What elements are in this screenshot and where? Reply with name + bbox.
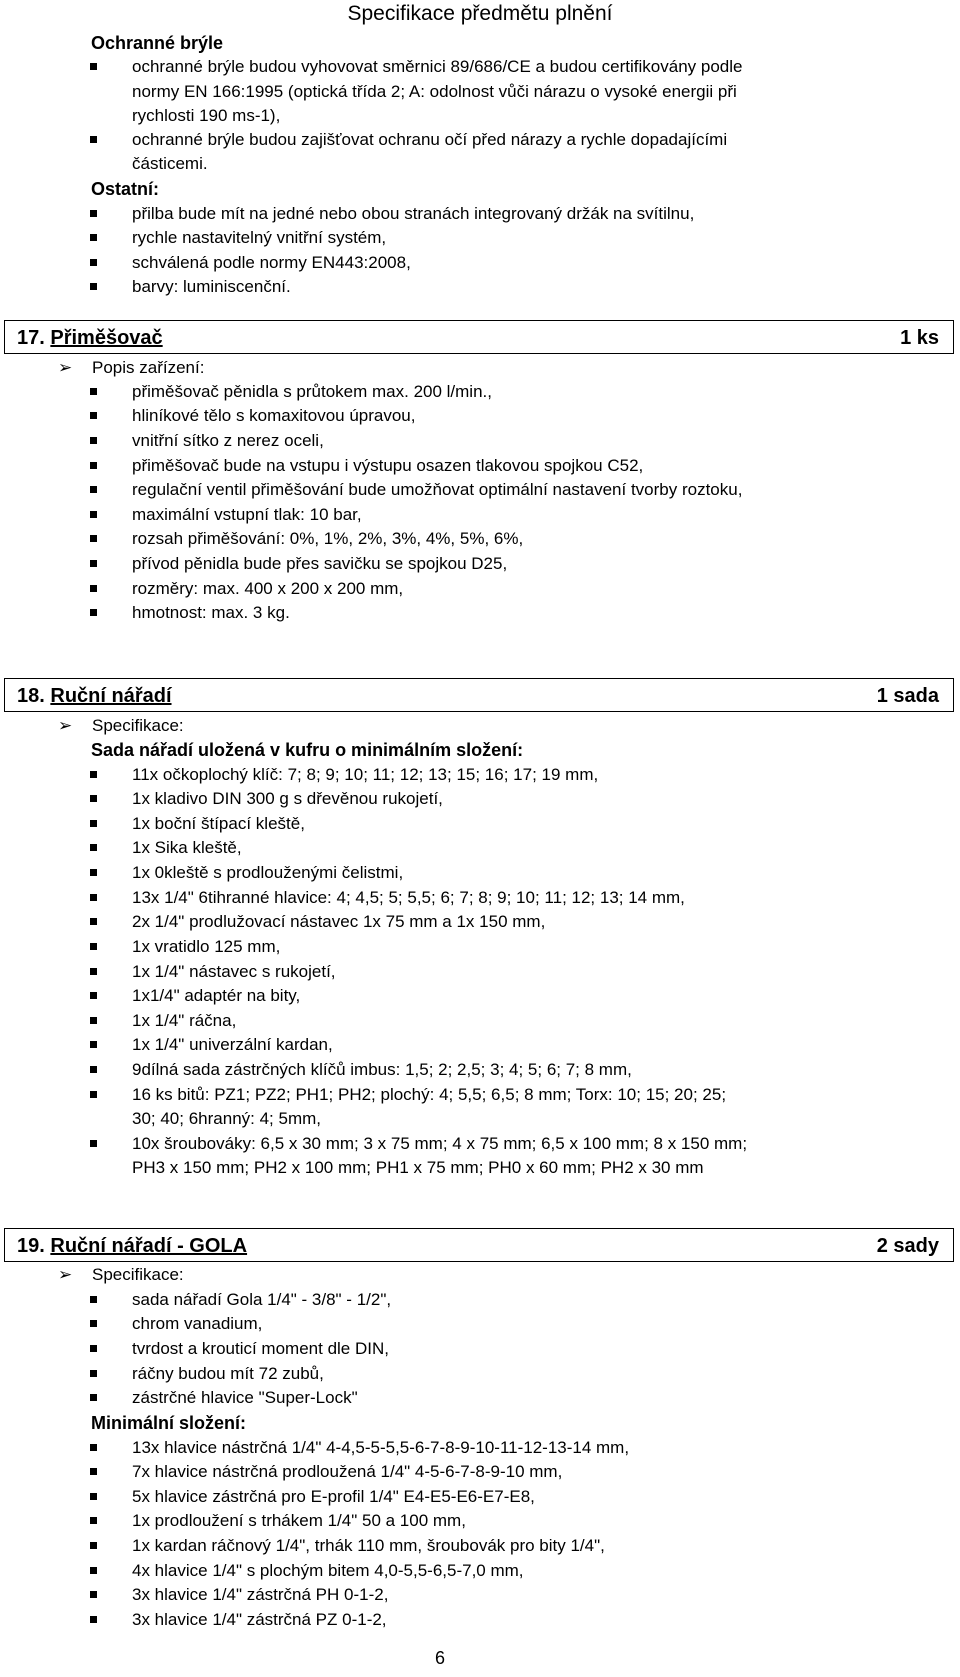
bullet-icon: [90, 388, 97, 395]
bullet-icon: [90, 1017, 97, 1024]
list-item: hliníkové tělo s komaxitovou úpravou,: [132, 406, 416, 425]
list-item: vnitřní sítko z nerez oceli,: [132, 431, 324, 450]
section-quantity: 2 sady: [876, 1235, 939, 1257]
list-item: schválená podle normy EN443:2008,: [132, 253, 411, 272]
list-item: 7x hlavice nástrčná prodloužená 1/4" 4-5-6-7-8-9-10 mm,: [132, 1462, 563, 1481]
list-item: 13x 1/4" 6tihranné hlavice: 4; 4,5; 5; 5,5; 6; 7; 8; 9; 10; 11; 12; 13; 14 mm,: [132, 888, 685, 907]
list-item: 1x prodloužení s trhákem 1/4" 50 a 100 mm,: [132, 1511, 466, 1530]
section-title: 17. Přiměšovač: [17, 327, 163, 349]
list-item: PH3 x 150 mm; PH2 x 100 mm; PH1 x 75 mm; PH0 x 60 mm; PH2 x 30 mm: [132, 1158, 704, 1177]
subheading: Specifikace:: [92, 716, 184, 735]
bullet-icon: [90, 1296, 97, 1303]
list-item: 1x 0kleště s prodlouženými čelistmi,: [132, 863, 404, 882]
page-title: Specifikace předmětu plnění: [347, 2, 613, 25]
list-item: přilba bude mít na jedné nebo obou stranách integrovaný držák na svítilnu,: [132, 204, 695, 223]
bullet-icon: [90, 560, 97, 567]
bullet-icon: [90, 1320, 97, 1327]
list-item: 1x Sika kleště,: [132, 838, 242, 857]
minimum-composition-heading: Minimální složení:: [91, 1413, 247, 1433]
section-header-17: [4, 320, 954, 354]
list-item: chrom vanadium,: [132, 1314, 263, 1333]
bullet-icon: [90, 234, 97, 241]
bullet-icon: [90, 1091, 97, 1098]
list-item: 1x 1/4" nástavec s rukojetí,: [132, 962, 336, 981]
bullet-icon: [90, 943, 97, 950]
bullet-icon: [90, 1444, 97, 1451]
bullet-icon: [90, 918, 97, 925]
bullet-icon: [90, 1493, 97, 1500]
list-item: 3x hlavice 1/4" zástrčná PH 0-1-2,: [132, 1585, 389, 1604]
subheading: Popis zařízení:: [92, 358, 205, 377]
list-item: 13x hlavice nástrčná 1/4" 4-4,5-5-5,5-6-7-8-9-10-11-12-13-14 mm,: [132, 1438, 630, 1457]
arrow-bullet-icon: ➢: [58, 716, 73, 735]
bullet-icon: [90, 486, 97, 493]
list-item: normy EN 166:1995 (optická třída 2; A: odolnost vůči nárazu o vysoké energii při: [132, 82, 737, 101]
page-number: 6: [434, 1648, 445, 1668]
list-item: 2x 1/4" prodlužovací nástavec 1x 75 mm a 1x 150 mm,: [132, 912, 546, 931]
section-quantity: 1 sada: [876, 685, 939, 707]
arrow-bullet-icon: ➢: [58, 358, 73, 377]
kit-heading: Sada nářadí uložená v kufru o minimálním složení:: [91, 740, 524, 760]
bullet-icon: [90, 63, 97, 70]
bullet-icon: [90, 1140, 97, 1147]
list-item: ráčny budou mít 72 zubů,: [132, 1364, 324, 1383]
section-quantity: 1 ks: [900, 327, 939, 349]
bullet-icon: [90, 1041, 97, 1048]
bullet-icon: [90, 585, 97, 592]
bullet-icon: [90, 820, 97, 827]
bullet-icon: [90, 437, 97, 444]
section-title: 18. Ruční nářadí: [17, 685, 172, 707]
section-heading-glasses: Ochranné brýle: [91, 33, 224, 53]
bullet-icon: [90, 1567, 97, 1574]
subheading: Specifikace:: [92, 1265, 184, 1284]
list-item: 1x kladivo DIN 300 g s dřevěnou rukojetí,: [132, 789, 443, 808]
bullet-icon: [90, 462, 97, 469]
bullet-icon: [90, 1591, 97, 1598]
section-header-19: [4, 1228, 954, 1262]
bullet-icon: [90, 1066, 97, 1073]
bullet-icon: [90, 136, 97, 143]
bullet-icon: [90, 535, 97, 542]
list-item: 1x kardan ráčnový 1/4", trhák 110 mm, šroubovák pro bity 1/4",: [132, 1536, 605, 1555]
bullet-icon: [90, 795, 97, 802]
list-item: 16 ks bitů: PZ1; PZ2; PH1; PH2; plochý: 4; 5,5; 6,5; 8 mm; Torx: 10; 15; 20; 25;: [132, 1085, 727, 1104]
bullet-icon: [90, 869, 97, 876]
list-item: maximální vstupní tlak: 10 bar,: [132, 505, 362, 524]
bullet-icon: [90, 992, 97, 999]
bullet-icon: [90, 894, 97, 901]
list-item: rychlosti 190 ms-1),: [132, 106, 281, 125]
list-item: 1x 1/4" univerzální kardan,: [132, 1035, 333, 1054]
list-item: 1x boční štípací kleště,: [132, 814, 305, 833]
list-item: zástrčné hlavice "Super-Lock": [132, 1388, 358, 1407]
list-item: hmotnost: max. 3 kg.: [132, 603, 290, 622]
list-item: barvy: luminiscenční.: [132, 277, 291, 296]
bullet-icon: [90, 1370, 97, 1377]
list-item: přívod pěnidla bude přes savičku se spojkou D25,: [132, 554, 508, 573]
arrow-bullet-icon: ➢: [58, 1265, 73, 1284]
section-heading-other: Ostatní:: [91, 179, 160, 199]
bullet-icon: [90, 968, 97, 975]
list-item: 1x1/4" adaptér na bity,: [132, 986, 301, 1005]
list-item: přiměšovač bude na vstupu i výstupu osazen tlakovou spojkou C52,: [132, 456, 644, 475]
bullet-icon: [90, 1616, 97, 1623]
bullet-icon: [90, 1345, 97, 1352]
section-header-18: [4, 678, 954, 712]
list-item: 3x hlavice 1/4" zástrčná PZ 0-1-2,: [132, 1610, 387, 1629]
list-item: částicemi.: [132, 154, 208, 173]
list-item: rozsah přiměšování: 0%, 1%, 2%, 3%, 4%, 5%, 6%,: [132, 529, 524, 548]
list-item: sada nářadí Gola 1/4" - 3/8" - 1/2",: [132, 1290, 392, 1309]
list-item: 30; 40; 6hranný: 4; 5mm,: [132, 1109, 321, 1128]
list-item: tvrdost a krouticí moment dle DIN,: [132, 1339, 389, 1358]
list-item: 4x hlavice 1/4" s plochým bitem 4,0-5,5-6,5-7,0 mm,: [132, 1561, 524, 1580]
list-item: rychle nastavitelný vnitřní systém,: [132, 228, 387, 247]
list-item: 5x hlavice zástrčná pro E-profil 1/4" E4-E5-E6-E7-E8,: [132, 1487, 535, 1506]
list-item: 1x vratidlo 125 mm,: [132, 937, 281, 956]
bullet-icon: [90, 1542, 97, 1549]
bullet-icon: [90, 609, 97, 616]
list-item: 11x očkoplochý klíč: 7; 8; 9; 10; 11; 12; 13; 15; 16; 17; 19 mm,: [132, 765, 599, 784]
list-item: ochranné brýle budou vyhovovat směrnici 89/686/CE a budou certifikovány podle: [132, 57, 743, 76]
bullet-icon: [90, 412, 97, 419]
bullet-icon: [90, 844, 97, 851]
list-item: ochranné brýle budou zajišťovat ochranu očí před nárazy a rychle dopadajícími: [132, 130, 728, 149]
bullet-icon: [90, 1468, 97, 1475]
bullet-icon: [90, 771, 97, 778]
list-item: rozměry: max. 400 x 200 x 200 mm,: [132, 579, 404, 598]
bullet-icon: [90, 210, 97, 217]
bullet-icon: [90, 1394, 97, 1401]
list-item: 9dílná sada zástrčných klíčů imbus: 1,5; 2; 2,5; 3; 4; 5; 6; 7; 8 mm,: [132, 1060, 632, 1079]
list-item: přiměšovač pěnidla s průtokem max. 200 l/min.,: [132, 382, 492, 401]
list-item: regulační ventil přiměšování bude umožňovat optimální nastavení tvorby roztoku,: [132, 480, 743, 499]
list-item: 1x 1/4" ráčna,: [132, 1011, 237, 1030]
bullet-icon: [90, 1517, 97, 1524]
bullet-icon: [90, 283, 97, 290]
bullet-icon: [90, 511, 97, 518]
section-title: 19. Ruční nářadí - GOLA: [17, 1235, 248, 1257]
bullet-icon: [90, 259, 97, 266]
list-item: 10x šroubováky: 6,5 x 30 mm; 3 x 75 mm; 4 x 75 mm; 6,5 x 100 mm; 8 x 150 mm;: [132, 1134, 748, 1153]
